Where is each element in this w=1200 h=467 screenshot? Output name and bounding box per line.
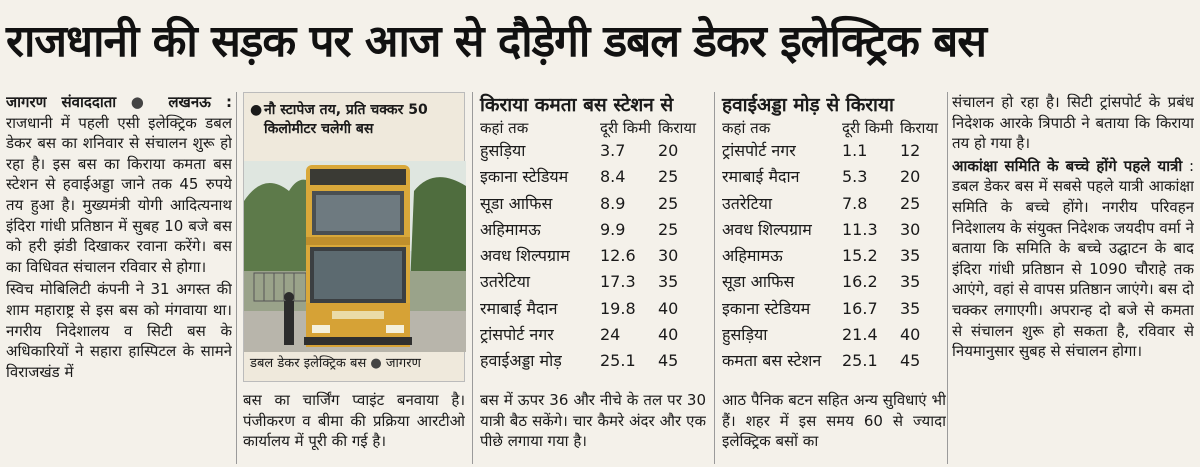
table2-header-destination: कहां तक xyxy=(722,119,771,137)
photo-credit: जागरण xyxy=(385,356,421,371)
col1-para1: राजधानी में पहली एसी इलेक्ट्रिक डबल डेकर बस का शनिवार से संचालन शुरू हो रहा है। इस बस का किराया कमता बस स्टेशन से हवाईअड्डा जाने तक 45 रुपये तय हुआ है। मुख्यमंत्री योगी आदित्यनाथ इंदिरा गांधी प्रतिष्ठान में सुबह 10 बजे बस को हरी झंडी दिखाकर रवाना करेंगे। बस का विधिवत संचालन रविवार से होगा। xyxy=(6,113,232,276)
cell-fare: 35 xyxy=(900,246,921,266)
cell-destination: रमाबाई मैदान xyxy=(722,167,800,187)
cell-distance: 3.7 xyxy=(600,141,626,160)
table1-header-fare: किराया xyxy=(658,119,697,137)
table-row xyxy=(480,217,708,243)
col-right-para1: संचालन हो रहा है। सिटी ट्रांसपोर्ट के प्रबंध निदेशक आरके त्रिपाठी ने बताया कि किराया तय हो गया है। xyxy=(952,93,1194,153)
article-column-1 xyxy=(6,92,232,464)
byline-paragraph xyxy=(6,92,232,277)
col-right-para2-wrap xyxy=(952,156,1194,362)
cell-destination: अवध शिल्पग्राम xyxy=(722,219,812,239)
cell-fare: 12 xyxy=(900,141,921,160)
cell-fare: 30 xyxy=(658,246,679,266)
article-column-right xyxy=(952,92,1194,464)
cell-destination: अहिमामऊ xyxy=(480,219,541,239)
cell-fare: 35 xyxy=(900,298,921,318)
cell-destination: उतरेटिया xyxy=(722,193,773,213)
cell-distance: 16.2 xyxy=(842,272,878,292)
cell-destination: हुसड़िया xyxy=(480,141,526,160)
cell-fare: 35 xyxy=(900,272,921,292)
table-row xyxy=(480,322,708,348)
table1-header-destination: कहां तक xyxy=(480,119,529,137)
table-row xyxy=(722,138,948,164)
cell-fare: 20 xyxy=(658,141,679,160)
table-row xyxy=(722,164,948,190)
cell-distance: 7.8 xyxy=(842,193,868,213)
table-row xyxy=(722,348,948,374)
column-divider xyxy=(947,92,948,464)
column-divider xyxy=(714,92,715,464)
cell-fare: 40 xyxy=(658,298,679,318)
table-row xyxy=(722,191,948,217)
headline: राजधानी की सड़क पर आज से दौड़ेगी डबल डेकर इलेक्ट्रिक बस xyxy=(6,16,987,67)
table-row xyxy=(480,138,708,164)
table-row xyxy=(480,164,708,190)
bullet-icon: ● xyxy=(370,356,386,371)
cell-destination: उतरेटिया xyxy=(480,272,531,292)
column-divider xyxy=(472,92,473,464)
cell-distance: 15.2 xyxy=(842,246,878,266)
cell-destination: अहिमामऊ xyxy=(722,246,783,266)
col1-para2: स्विच मोबिलिटी कंपनी ने 31 अगस्त की शाम महाराष्ट्र से इस बस को मंगवाया था। नगरीय निदेशालय व सिटी बस के अधिकारियों ने सहारा हास्पिटल के सामने विराजखंड में xyxy=(6,280,232,381)
cell-fare: 25 xyxy=(900,193,921,213)
cell-destination: अवध शिल्पग्राम xyxy=(480,246,570,266)
byline-city: लखनऊ : xyxy=(168,93,232,111)
photo-caption-bottom xyxy=(244,352,464,382)
table-row xyxy=(480,191,708,217)
cell-distance: 21.4 xyxy=(842,325,878,345)
bullet-icon: ● xyxy=(130,93,169,111)
table-row xyxy=(722,243,948,269)
below-table1-text: बस में ऊपर 36 और नीचे के तल पर 30 यात्री बैठ सकेंगे। चार कैमरे अंदर और एक पीछे लगाया गया है। xyxy=(480,391,706,451)
cell-distance: 25.1 xyxy=(600,351,636,371)
cell-destination: ट्रांसपोर्ट नगर xyxy=(480,325,554,345)
fare-table-kamta xyxy=(480,92,708,375)
caption-bottom-text: डबल डेकर इलेक्ट्रिक बस xyxy=(250,356,367,371)
cell-fare: 30 xyxy=(900,219,921,239)
cell-fare: 40 xyxy=(900,325,921,345)
cell-distance: 17.3 xyxy=(600,272,636,292)
cell-distance: 25.1 xyxy=(842,351,878,371)
cell-fare: 25 xyxy=(658,167,679,187)
cell-destination: सूडा आफिस xyxy=(480,193,553,213)
cell-destination: हुसड़िया xyxy=(722,325,768,345)
below-photo-text: बस का चार्जिंग प्वाइंट बनवाया है। पंजीकरण व बीमा की प्रक्रिया आरटीओ कार्यालय में पूरी की गई है। xyxy=(243,391,465,451)
cell-fare: 45 xyxy=(900,351,921,371)
table-row xyxy=(722,269,948,295)
table-row xyxy=(722,322,948,348)
fare-table-airport xyxy=(722,92,948,375)
table-row xyxy=(722,296,948,322)
cell-destination: इकाना स्टेडियम xyxy=(480,167,569,187)
table2-header-fare: किराया xyxy=(900,119,939,137)
cell-distance: 8.4 xyxy=(600,167,626,187)
cell-destination: हवाईअड्डा मोड़ xyxy=(480,351,562,371)
photo-caption-top xyxy=(244,93,464,161)
cell-fare: 45 xyxy=(658,351,679,371)
cell-fare: 40 xyxy=(658,325,679,345)
cell-distance: 1.1 xyxy=(842,141,868,160)
caption-top-text: नौ स्टापेज तय, प्रति चक्कर 50 किलोमीटर चलेगी बस xyxy=(264,102,428,137)
photo-box xyxy=(243,92,465,382)
byline-reporter: जागरण संवाददाता xyxy=(6,93,117,111)
table-row xyxy=(480,269,708,295)
below-table2-text: आठ पैनिक बटन सहित अन्य सुविधाएं भी हैं। शहर में इस समय 60 से ज्यादा इलेक्ट्रिक बसों का xyxy=(722,391,946,451)
subhead: आकांक्षा समिति के बच्चे होंगे पहले यात्री xyxy=(952,156,1183,175)
table1-title: किराया कमता बस स्टेशन से xyxy=(480,94,674,116)
table-row xyxy=(480,243,708,269)
cell-distance: 9.9 xyxy=(600,219,626,239)
cell-distance: 19.8 xyxy=(600,298,636,318)
col-right-para2: : डबल डेकर बस में सबसे पहले यात्री आकांक्षा समिति के बच्चे होंगे। नगरीय परिवहन निदेशालय के संयुक्त निदेशक जयदीप वर्मा ने बताया कि समिति के बच्चे उद्घाटन के बाद इंदिरा गांधी प्रतिष्ठान से 1090 चौराहे तक आएंगे, वहां से वापस प्रतिष्ठान जाएंगे। बस दो चक्कर लगाएगी। अपरान्ह दो बजे से कमता से संचालन शुरू हो सकता है, रविवार से नियमानुसार सुबह से संचालन होगा। xyxy=(952,156,1194,361)
cell-fare: 25 xyxy=(658,219,679,239)
bus-photo xyxy=(244,161,466,352)
cell-distance: 12.6 xyxy=(600,246,636,266)
table-row xyxy=(480,348,708,374)
cell-distance: 11.3 xyxy=(842,219,878,239)
cell-destination: ट्रांसपोर्ट नगर xyxy=(722,141,796,160)
bullet-icon: ● xyxy=(250,102,263,118)
cell-fare: 20 xyxy=(900,167,921,187)
table2-header-distance: दूरी किमी xyxy=(842,119,894,137)
table-row xyxy=(480,296,708,322)
table1-header-row xyxy=(480,118,708,138)
column-divider xyxy=(236,92,237,464)
table1-header-distance: दूरी किमी xyxy=(600,119,652,137)
cell-fare: 35 xyxy=(658,272,679,292)
cell-distance: 24 xyxy=(600,325,621,345)
cell-destination: रमाबाई मैदान xyxy=(480,298,558,318)
cell-distance: 5.3 xyxy=(842,167,868,187)
cell-fare: 25 xyxy=(658,193,679,213)
table-row xyxy=(722,217,948,243)
cell-destination: कमता बस स्टेशन xyxy=(722,351,822,371)
cell-destination: इकाना स्टेडियम xyxy=(722,298,811,318)
table2-title: हवाईअड्डा मोड़ से किराया xyxy=(722,94,894,116)
table2-header-row xyxy=(722,118,948,138)
cell-destination: सूडा आफिस xyxy=(722,272,795,292)
cell-distance: 8.9 xyxy=(600,193,626,213)
bus-photo-illustration xyxy=(244,161,466,352)
cell-distance: 16.7 xyxy=(842,298,878,318)
